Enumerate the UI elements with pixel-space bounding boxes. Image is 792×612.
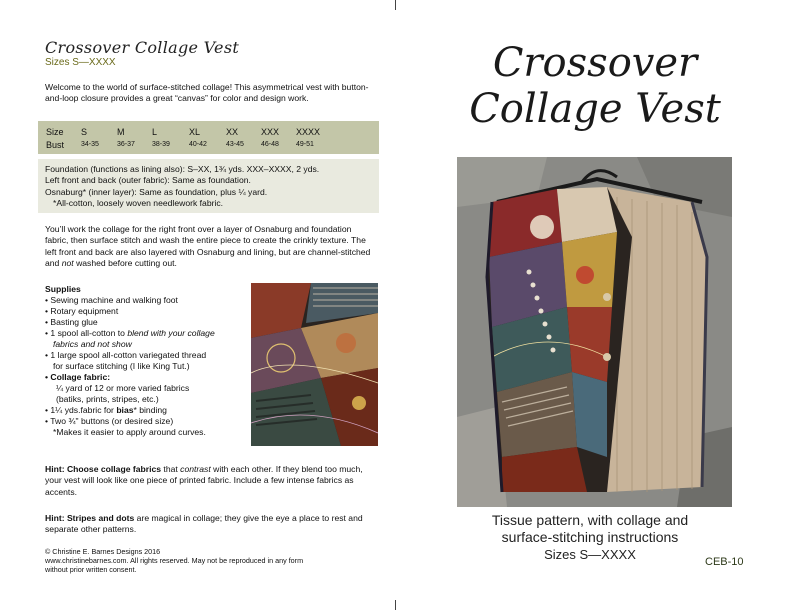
- size-label: Size: [46, 127, 64, 137]
- cover-caption: [440, 512, 740, 563]
- left-sizes-line: Sizes S—XXXX: [45, 57, 116, 68]
- foundation-box: [38, 159, 379, 213]
- bust-cell: 43-45: [226, 141, 244, 148]
- size-cell: XXX: [261, 127, 280, 137]
- copyright-line: www.christinebarnes.com. All rights reserved. May not be reproduced in any form: [45, 556, 304, 566]
- bust-cell: 38-39: [152, 141, 170, 148]
- copyright-line: without prior written consent.: [45, 565, 137, 575]
- cover-title-line: Collage Vest: [469, 86, 721, 132]
- bust-cell: 49-51: [296, 141, 314, 148]
- pattern-code: CEB-10: [705, 556, 744, 568]
- hint-stripes: Hint: Stripes and dots are magical in collage; they give the eye a place to rest and separate other patterns.: [45, 513, 363, 535]
- copyright-footer: [45, 547, 385, 575]
- list-item-cont: (batiks, prints, stripes, etc.): [56, 394, 159, 404]
- list-item-cont: fabrics and not show: [53, 339, 132, 349]
- bust-cell: 46-48: [261, 141, 279, 148]
- list-item-cont: for surface stitching (I like King Tut.): [53, 361, 190, 371]
- collage-detail-photo: [251, 283, 378, 446]
- bust-cell: 40-42: [189, 141, 207, 148]
- left-title: Crossover Collage Vest: [45, 38, 240, 57]
- size-chart: [38, 121, 379, 154]
- supplies-list: [45, 284, 260, 438]
- caption-line: Tissue pattern, with collage and: [491, 512, 689, 528]
- size-cell: L: [152, 127, 158, 137]
- supplies-heading: Supplies: [45, 284, 81, 294]
- hint-contrast: Hint: Choose collage fabrics that contrast with each other. If they blend too much, your vest will look like one piece of printed fabric. Include a few intense fabrics as accents.: [45, 464, 363, 497]
- list-item: • Sewing machine and walking foot: [45, 295, 178, 305]
- foundation-line: Left front and back (outer fabric): Same as foundation.: [45, 175, 251, 186]
- method-paragraph: You’ll work the collage for the right front over a layer of Osnaburg and foundation fabric, then surface stitch and wash the entire piece to create the crinkly texture. The left front and back are also layered with Osnaburg and lining, but are channel-stitched and not washed before cutting out.: [45, 224, 371, 268]
- list-item: • Collage fabric:: [45, 372, 111, 382]
- size-cell: S: [81, 127, 88, 137]
- vest-cover-photo: [457, 157, 732, 507]
- cover-title: [430, 40, 760, 132]
- foundation-line: Foundation (functions as lining also): S–XX, 1¾ yds. XXX–XXXX, 2 yds.: [45, 164, 320, 174]
- size-cell: XXXX: [296, 127, 321, 137]
- fold-mark-bottom: [395, 600, 396, 610]
- bust-cell: 36-37: [117, 141, 135, 148]
- cover-title-line: Crossover: [492, 40, 698, 86]
- caption-sizes: Sizes S—XXXX: [544, 547, 636, 562]
- foundation-note: *All-cotton, loosely woven needlework fabric.: [53, 197, 224, 208]
- foundation-text: [45, 164, 375, 209]
- bust-cell: 34-35: [81, 141, 99, 148]
- foundation-line: Osnaburg* (inner layer): Same as foundation, plus ¼ yard.: [45, 186, 268, 197]
- bust-label: Bust: [46, 140, 65, 150]
- list-item: • 1¼ yds.fabric for bias* binding: [45, 405, 167, 415]
- list-item: • Two ¾" buttons (or desired size): [45, 416, 174, 426]
- list-note: *Makes it easier to apply around curves.: [53, 427, 206, 437]
- size-cell: XX: [226, 127, 239, 137]
- size-cell: XL: [189, 127, 201, 137]
- list-item: • Rotary equipment: [45, 306, 119, 316]
- caption-line: surface-stitching instructions: [501, 529, 679, 545]
- intro-paragraph: Welcome to the world of surface-stitched collage! This asymmetrical vest with button-and-loop closure provides a great “canvas” for color and design work.: [45, 82, 369, 104]
- list-item: • Basting glue: [45, 317, 98, 327]
- copyright-line: © Christine E. Barnes Designs 2016: [45, 547, 161, 556]
- list-item: • 1 large spool all-cotton variegated thread: [45, 350, 207, 360]
- size-cell: M: [117, 127, 125, 137]
- fold-mark-top: [395, 0, 396, 10]
- list-item: • 1 spool all-cotton to blend with your collage: [45, 328, 215, 338]
- list-item-cont: ¼ yard of 12 or more varied fabrics: [56, 383, 190, 393]
